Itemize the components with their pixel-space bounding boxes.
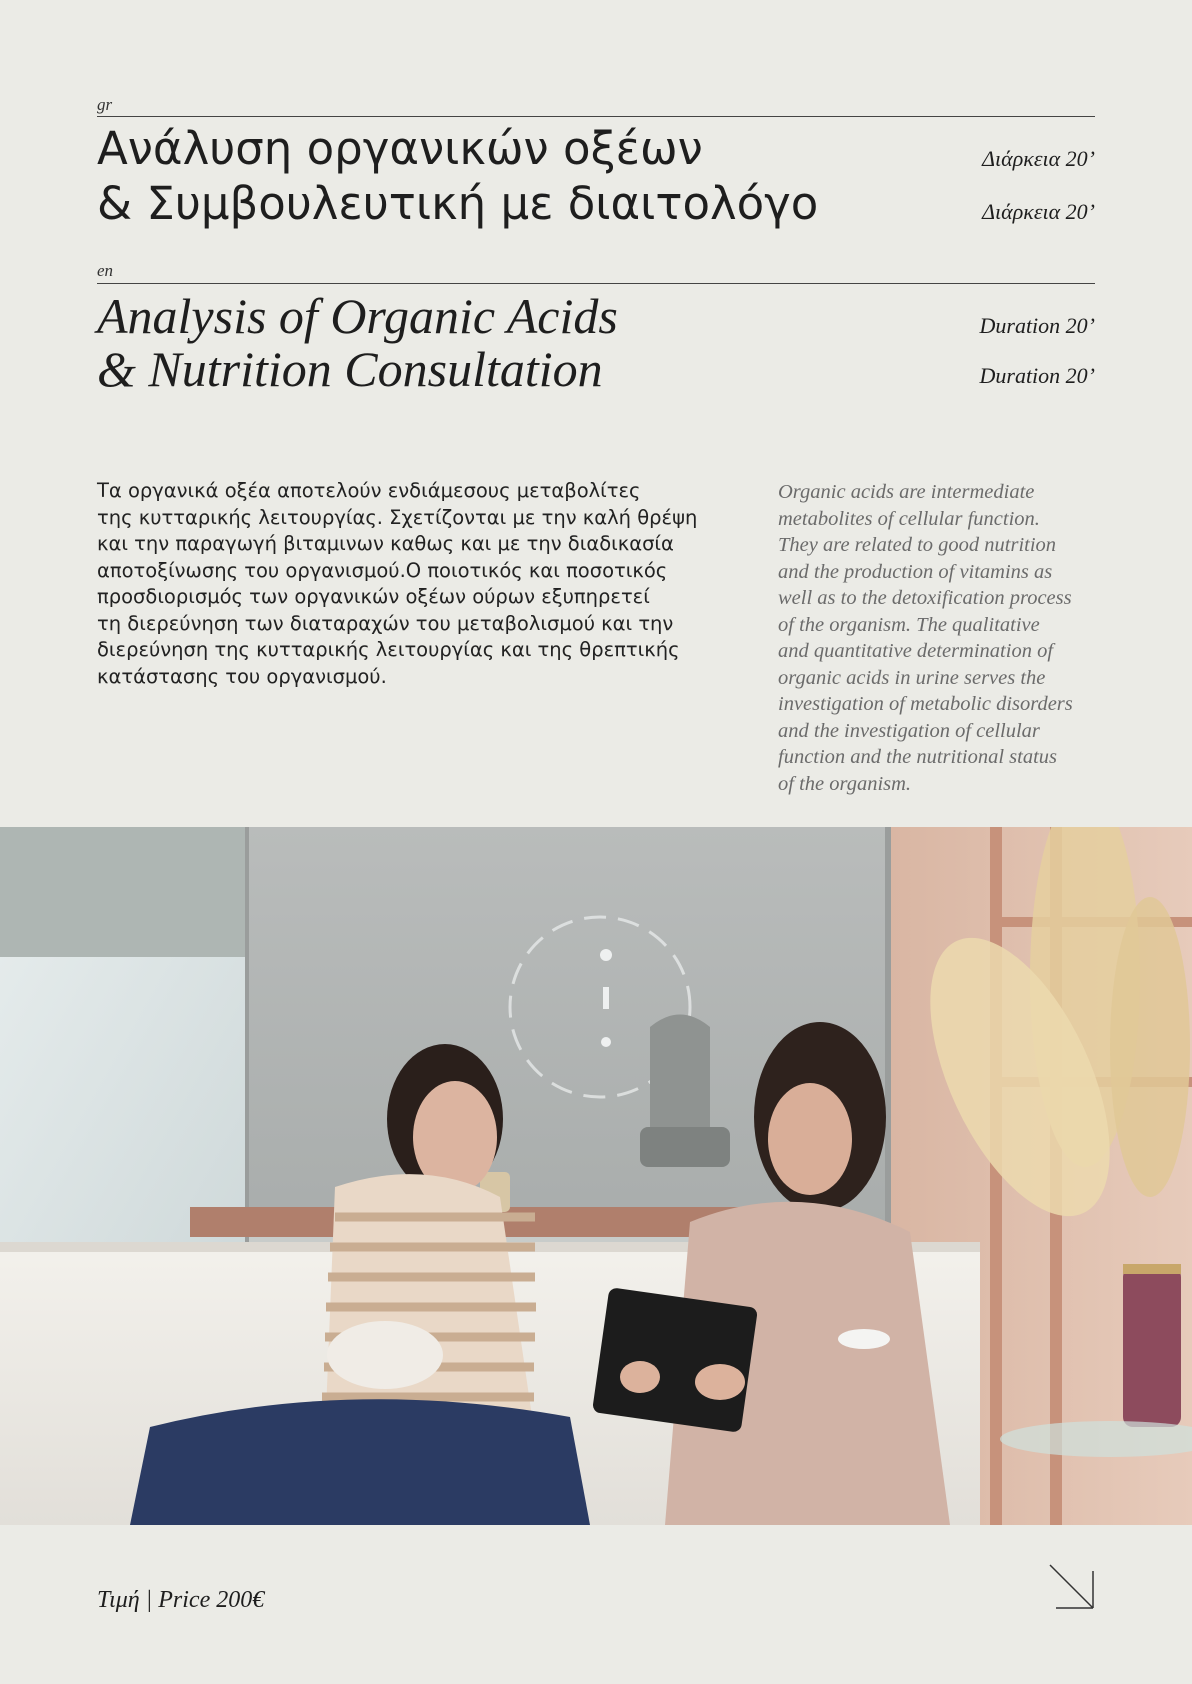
description-gr-line: κατάστασης του οργανισμού. [97, 664, 387, 688]
duration-en-1: Duration 20’ [979, 313, 1095, 338]
service-title-en-line2: & Nutrition Consultation [97, 341, 603, 397]
description-en-line: and the investigation of cellular [778, 719, 1040, 742]
description-en-line: of the organism. [778, 772, 912, 795]
description-en-line: of the organism. The qualitative [778, 613, 1040, 636]
description-en-line: organic acids in urine serves the [778, 666, 1046, 689]
description-en-line: function and the nutritional status [778, 746, 1058, 768]
service-title-en-line1: Analysis of Organic Acids [97, 288, 618, 344]
price-label: Τιμή | Price 200€ [97, 1587, 265, 1613]
duration-gr-1: Διάρκεια 20’ [982, 146, 1095, 171]
duration-en-2: Duration 20’ [979, 363, 1095, 388]
description-gr-line: Τα οργανικά οξέα αποτελούν ενδιάμεσους μεταβολίτες [97, 479, 641, 502]
duration-gr-2: Διάρκεια 20’ [982, 199, 1095, 224]
consultation-photo [0, 827, 1192, 1525]
description-gr-line: τη διερεύνηση των διαταραχών του μεταβολισμού και την [97, 611, 674, 635]
description-en-line: and quantitative determination of [778, 640, 1054, 662]
description-en-line: They are related to good nutrition [778, 534, 1057, 556]
description-en-line: Organic acids are intermediate [778, 481, 1035, 503]
language-label-gr: gr [97, 95, 113, 114]
description-en-line: and the production of vitamins as [778, 560, 1053, 583]
description-gr-line: διερεύνηση της κυτταρικής λειτουργίας και της θρεπτικής [97, 638, 680, 661]
language-label-en: en [97, 261, 114, 280]
arrow-down-right-icon[interactable] [1048, 1563, 1096, 1611]
description-en [778, 479, 1108, 797]
divider-gr [97, 116, 1095, 117]
description-en-line: metabolites of cellular function. [778, 507, 1040, 530]
description-en-line: well as to the detoxification process [778, 587, 1072, 609]
divider-en [97, 283, 1095, 284]
description-gr-line: και την παραγωγή βιταμινων καθως και με την διαδικασία [97, 532, 674, 555]
description-gr-line: της κυτταρικής λειτουργίας. Σχετίζονται με την καλή θρέψη [97, 505, 698, 529]
service-title-gr-line1: Ανάλυση οργανικών οξέων [97, 122, 703, 175]
service-title-gr-line2: & Συμβουλευτική με διαιτολόγο [97, 177, 819, 230]
description-en-line: investigation of metabolic disorders [778, 693, 1073, 715]
description-gr-line: αποτοξίνωσης του οργανισμού.Ο ποιοτικός και ποσοτικός [97, 558, 668, 582]
description-gr-line: προσδιορισμός των οργανικών οξέων ούρων εξυπηρετεί [97, 585, 650, 608]
description-gr [97, 478, 747, 690]
